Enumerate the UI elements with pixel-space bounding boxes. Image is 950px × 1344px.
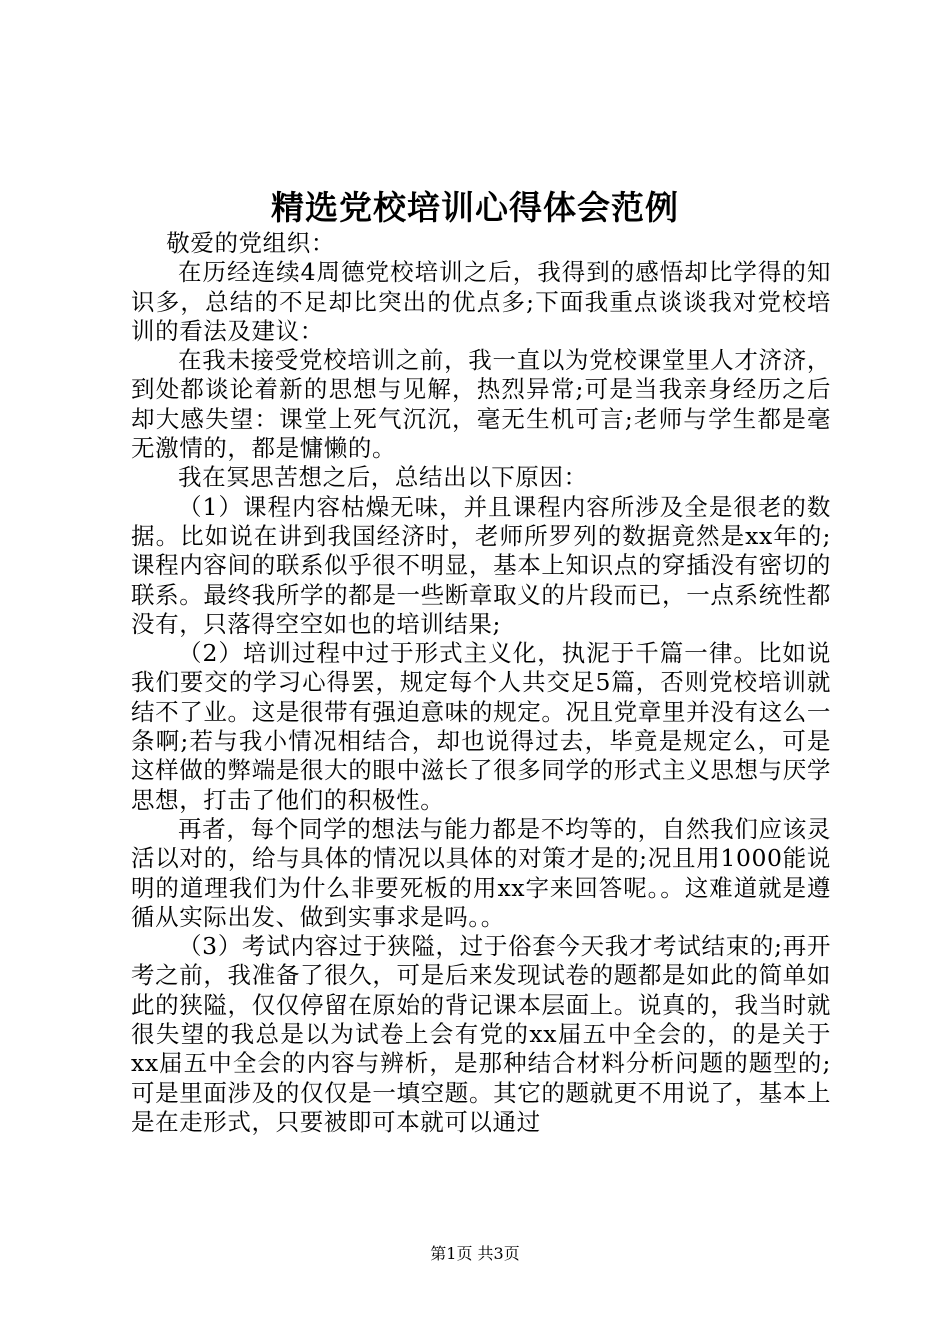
- paragraph-intro: 在历经连续4周德党校培训之后，我得到的感悟却比学得的知识多，总结的不足却比突出的优点多;下面我重点谈谈我对党校培训的看法及建议：: [131, 258, 831, 345]
- paragraph-reason-2: （2）培训过程中过于形式主义化，执泥于千篇一律。比如说我们要交的学习心得罢，规定每个人共交足5篇，否则党校培训就结不了业。这是很带有强迫意味的规定。况且党章里并没有这么一条啊;若与我小情况相结合，却也说得过去，毕竟是规定么，可是这样做的弊端是很大的眼中滋长了很多同学的形式主义思想与厌学思想，打击了他们的积极性。: [131, 639, 831, 814]
- salutation: 敬爱的党组织：: [166, 229, 335, 257]
- document-title: 精选党校培训心得体会范例: [271, 188, 679, 227]
- paragraph-reason-1: （1）课程内容枯燥无味，并且课程内容所涉及全是很老的数据。比如说在讲到我国经济时，老师所罗列的数据竟然是xx年的;课程内容间的联系似乎很不明显，基本上知识点的穿插没有密切的联系。最终我所学的都是一些断章取义的片段而已，一点系统性都没有，只落得空空如也的培训结果;: [131, 492, 831, 638]
- paragraph-furthermore: 再者，每个同学的想法与能力都是不均等的，自然我们应该灵活以对的，给与具体的情况以具体的对策才是的;况且用1000能说明的道理我们为什么非要死板的用xx字来回答呢。。这难道就是遵循从实际出发、做到实事求是吗。。: [131, 814, 831, 931]
- page-footer: [0, 1244, 950, 1264]
- document-body: [131, 229, 831, 1137]
- paragraph-reason-3: （3）考试内容过于狭隘，过于俗套今天我才考试结束的;再开考之前，我准备了很久，可是后来发现试卷的题都是如此的简单如此的狭隘，仅仅停留在原始的背记课本层面上。说真的，我当时就很失望的我总是以为试卷上会有党的xx届五中全会的，的是关于xx届五中全会的内容与辨析，是那种结合材料分析问题的题型的;可是里面涉及的仅仅是一填空题。其它的题就更不用说了，基本上是在走形式，只要被即可本就可以通过: [131, 932, 831, 1136]
- paragraph-expectation: 在我未接受党校培训之前，我一直以为党校课堂里人才济济，到处都谈论着新的思想与见解，热烈异常;可是当我亲身经历之后却大感失望：课堂上死气沉沉，毫无生机可言;老师与学生都是毫无激情的，都是慵懒的。: [131, 346, 831, 463]
- paragraph-reasons-lead: 我在冥思苦想之后，总结出以下原因：: [178, 463, 588, 492]
- page-indicator: 第1页 共3页: [430, 1244, 520, 1263]
